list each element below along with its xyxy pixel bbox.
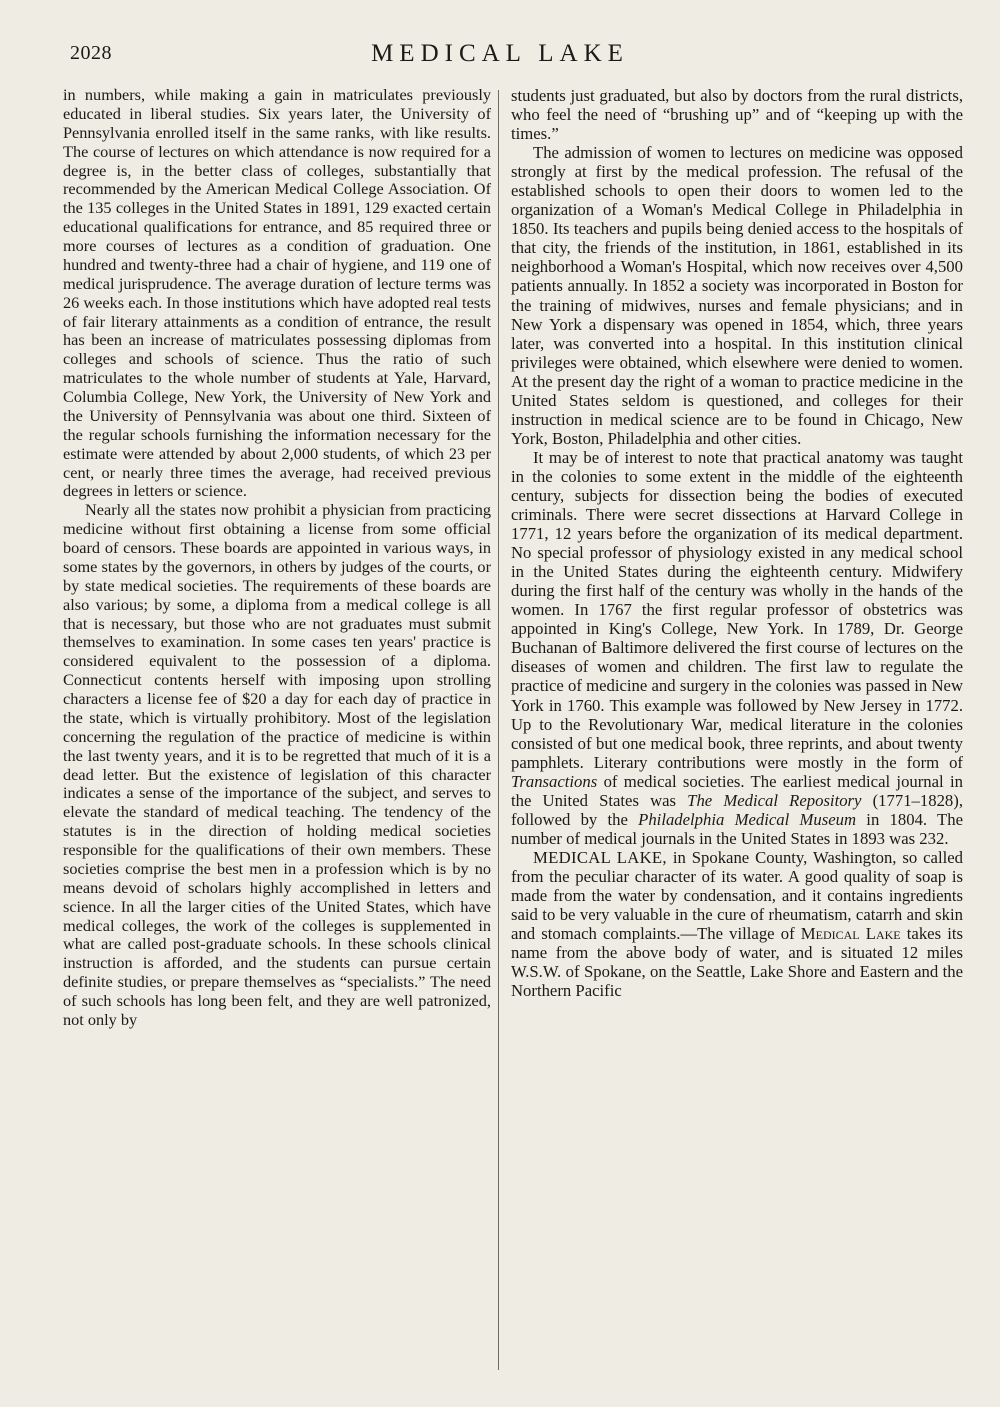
right-column	[511, 86, 963, 1000]
entry-headword: MEDICAL LAKE,	[533, 847, 667, 867]
running-head: MEDICAL LAKE	[371, 40, 629, 67]
paragraph-text: It may be of interest to note that practical anatomy was taught in the colonies to some extent in the middle of the eighteenth century, subjects for dissection being the bodies of executed criminals. There were secret dissections at Harvard College in 1771, 12 years before the organization of its medical department. No special professor of physiology existed in any medical school in the United States during the eighteenth century. Midwifery during the first half of the century was wholly in the hands of the women. In 1767 the first regular professor of obstetrics was appointed in King's College, New York. In 1789, Dr. George Buchanan of Baltimore delivered the first course of lectures on the diseases of women and children. The first law to regulate the practice of medicine and surgery in the colonies was passed in New York in 1760. This example was followed by New Jersey in 1772. Up to the Revolutionary War, medical literature in the colonies consisted of but one medical book, three reprints, and about twenty pamphlets. Literary contributions were mostly in the form of	[511, 447, 963, 772]
paragraph: The admission of women to lectures on medicine was opposed strongly at first by the medical profession. The refusal of the established schools to open their doors to women led to the organization of a Woman's Medical College in Philadelphia in 1850. Its teachers and pupils being denied access to the hospitals of that city, the friends of the institution, in 1861, established in its neighborhood a Woman's Hospital, which now receives over 4,500 patients annually. In 1852 a society was incorporated in Boston for the training of midwives, nurses and female physicians; and in New York a dispensary was opened in 1854, which, three years later, was converted into a hospital. In this institution clinical privileges were obtained, which elsewhere were denied to women. At the present day the right of a woman to practice medicine in the United States seldom is questioned, and colleges for their instruction in medical science are to be found in Chicago, New York, Boston, Philadelphia and other cities.	[511, 143, 963, 448]
entry-paragraph	[511, 848, 963, 1000]
paragraph: students just graduated, but also by doctors from the rural districts, who feel the need of “brushing up” and of “keeping up with the times.”	[511, 86, 963, 144]
paragraph-text: takes its name from the above body of water, and is situated 12 miles W.S.W. of Spokane, on the Seattle, Lake Shore and Eastern and the Northern Pacific	[511, 924, 963, 1001]
italic-title: Philadelphia Medical Museum	[638, 809, 857, 829]
paragraph-text: in 1804. The number of medical journals in the United States in 1893 was 232.	[511, 809, 963, 848]
left-column	[63, 86, 491, 1030]
paragraph-text: in Spokane County, Washington, so called from the peculiar character of its water. A good quality of soap is made from the water by condensation, and it contains ingredients said to be very valuable in the cure of rheumatism, catarrh and skin and stomach complaints.—The village of	[511, 847, 963, 944]
italic-title: Transactions	[511, 771, 598, 791]
column-divider	[498, 90, 499, 1370]
page-number: 2028	[70, 42, 112, 64]
paragraph	[511, 448, 963, 848]
paragraph-text: (1771–1828), followed by the	[511, 790, 963, 829]
paragraph: in numbers, while making a gain in matriculates previously educated in liberal studies. Six years later, the University of Pennsylvania enrolled itself in the same ranks, with like results. The course of lectures on which attendance is now required for a degree is, in the better class of colleges, substantially that recommended by the American Medical College Association. Of the 135 colleges in the United States in 1891, 129 exacted certain educational qualifications for entrance, and 85 required three or more courses of lectures as a condition of graduation. One hundred and twenty-three had a chair of hygiene, and 119 one of medical jurisprudence. The average duration of lecture terms was 26 weeks each. In those institutions which have adopted real tests of fair literary attainments as a condition of entrance, the result has been an increase of matriculates possessing diplomas from colleges and schools of science. Thus the ratio of such matriculates to the whole number of students at Yale, Harvard, Columbia College, New York, the University of New York and the University of Pennsylvania was about one third. Sixteen of the regular schools furnishing the information necessary for the estimate were attended by about 2,000 students, of which 23 per cent, or nearly three times the average, had received previous degrees in letters or science.	[63, 85, 491, 501]
paragraph: Nearly all the states now prohibit a physician from practicing medicine without first obtaining a license from some official board of censors. These boards are appointed in various ways, in some states by the governors, in others by judges of the courts, or by state medical societies. The requirements of these boards are also various; by some, a diploma from a medical college is all that is necessary, but those who are not graduates must submit themselves to examination. In some cases ten years' practice is considered equivalent to the possession of a diploma. Connecticut contents herself with imposing upon strolling characters a license fee of $20 a day for each day of practice in the state, which is virtually prohibitory. Most of the legislation concerning the regulation of the practice of medicine is within the last twenty years, and it is to be regretted that much of it is a dead letter. But the existence of legislation of this character indicates a sense of the importance of the subject, and serves to elevate the standard of medical teaching. The tendency of the statutes is in the direction of holding medical societies responsible for the qualifications of their own members. These societies comprise the best men in a profession which is by no means devoid of scholars highly accomplished in letters and science. In all the larger cities of the United States, which have medical colleges, the work of the colleges is supplemented in what are called post-graduate schools. In these schools clinical instruction is afforded, and the students can pursue certain definite studies, or prepare themselves as “specialists.” The need of such schools has long been felt, and they are well patronized, not only by	[63, 500, 491, 1029]
italic-title: The Medical Repository	[687, 790, 862, 810]
small-caps-term: Medical Lake	[800, 924, 901, 944]
paragraph-text: of medical societies. The earliest medical journal in the United States was	[511, 771, 963, 810]
